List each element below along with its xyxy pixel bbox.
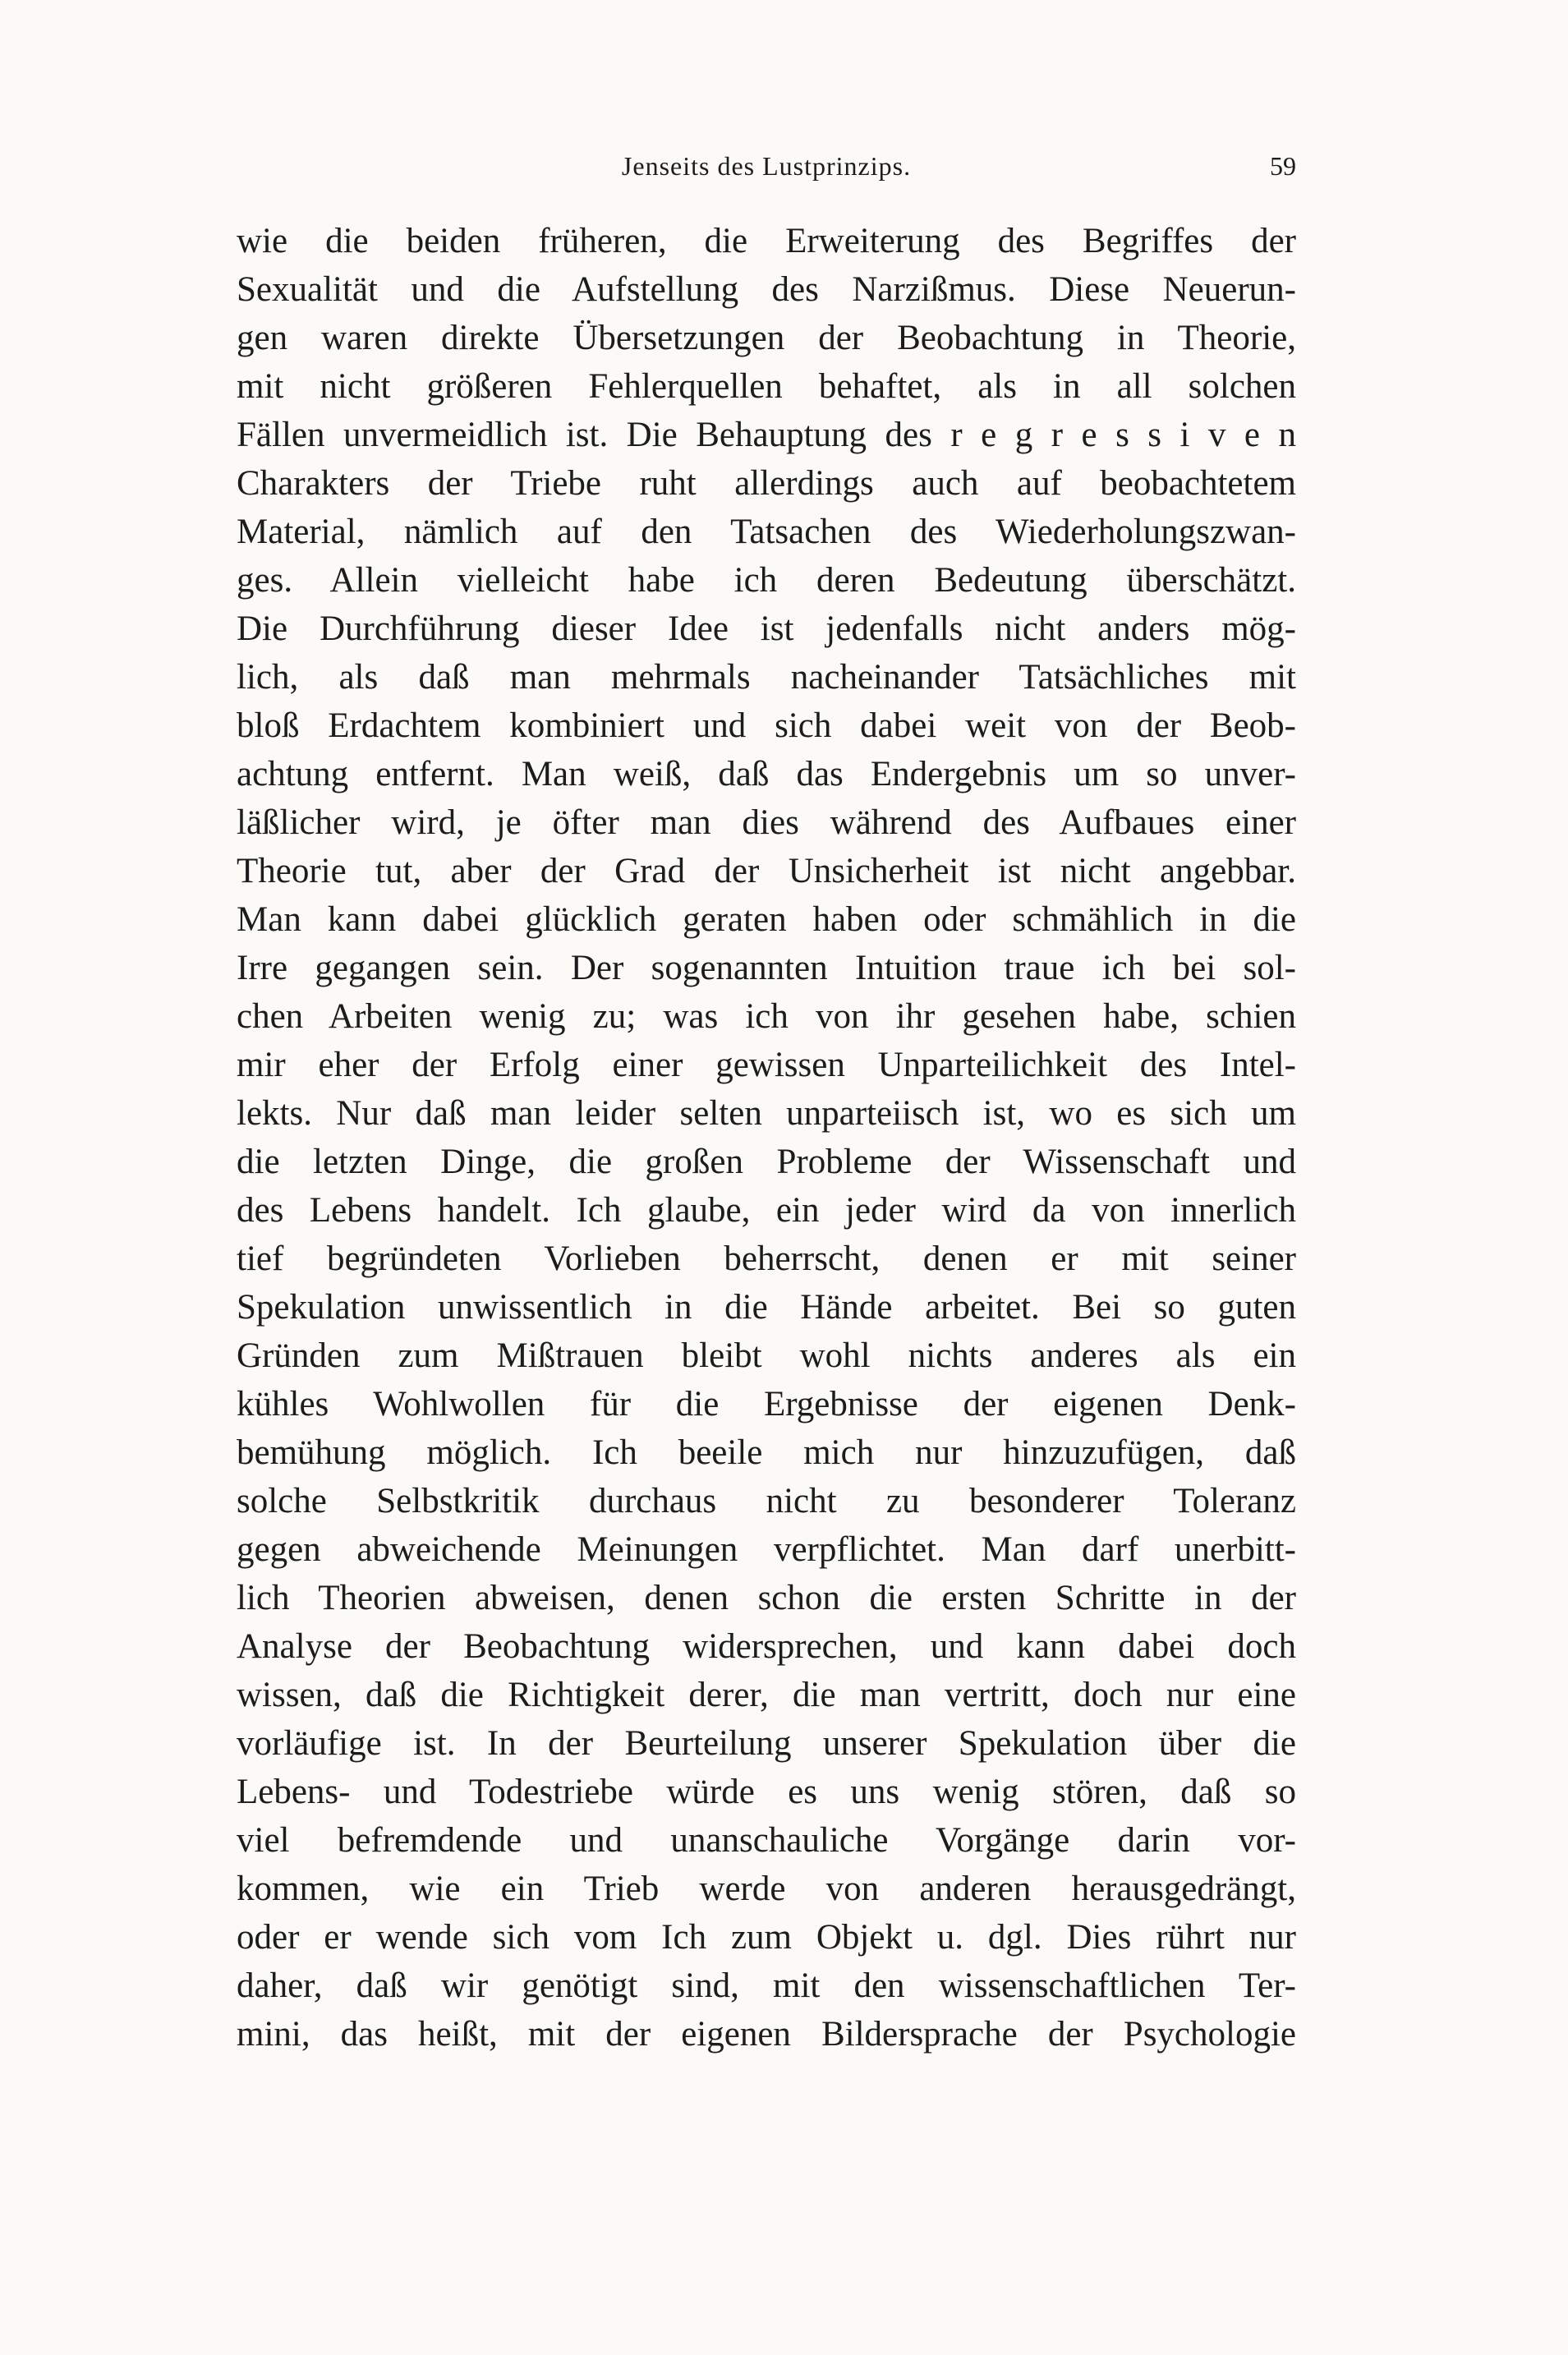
text-line: Gründen zum Mißtrauen bleibt wohl nichts anderes als ein [237,1336,1296,1375]
text-line: oder er wende sich vom Ich zum Objekt u. dgl. Dies rührt nur [237,1918,1296,1957]
running-title: Jenseits des Lustprinzips. [621,151,912,181]
page-number: 59 [1270,151,1296,181]
text-line: ges. Allein vielleicht habe ich deren Bedeutung überschätzt. [237,561,1296,600]
text-line: tief begründeten Vorlieben beherrscht, denen er mit seiner [237,1240,1296,1278]
text-line: bloß Erdachtem kombiniert und sich dabei weit von der Beob- [237,706,1296,745]
text-line: Sexualität und die Aufstellung des Narzißmus. Diese Neuerun- [237,270,1296,309]
text-line: Irre gegangen sein. Der sogenannten Intuition traue ich bei sol- [237,949,1296,987]
text-line: wissen, daß die Richtigkeit derer, die man vertritt, doch nur eine [237,1676,1296,1714]
text-line: chen Arbeiten wenig zu; was ich von ihr gesehen habe, schien [237,997,1296,1036]
text-line: läßlicher wird, je öfter man dies während des Aufbaues einer [237,803,1296,842]
text-line: viel befremdende und unanschauliche Vorgänge darin vor- [237,1821,1296,1860]
text-line: Lebens- und Todestriebe würde es uns wenig stören, daß so [237,1773,1296,1811]
text-line: lich Theorien abweisen, denen schon die ersten Schritte in der [237,1579,1296,1617]
body-text [237,217,1296,2058]
text-line: lich, als daß man mehrmals nacheinander Tatsächliches mit [237,658,1296,697]
text-line: Material, nämlich auf den Tatsachen des Wiederholungszwan- [237,513,1296,551]
text-line: gegen abweichende Meinungen verpflichtet. Man darf unerbitt- [237,1530,1296,1569]
text-line: Charakters der Triebe ruht allerdings auch auf beobachtetem [237,464,1296,503]
text-line: bemühung möglich. Ich beeile mich nur hinzuzufügen, daß [237,1433,1296,1472]
text-line: mit nicht größeren Fehlerquellen behaftet, als in all solchen [237,367,1296,406]
text-line: Spekulation unwissentlich in die Hände arbeitet. Bei so guten [237,1288,1296,1327]
text-line: kühles Wohlwollen für die Ergebnisse der eigenen Denk- [237,1385,1296,1424]
text-line: Analyse der Beobachtung widersprechen, und kann dabei doch [237,1627,1296,1666]
text-line: daher, daß wir genötigt sind, mit den wissenschaftlichen Ter- [237,1966,1296,2005]
text-line: lekts. Nur daß man leider selten unparteiisch ist, wo es sich um [237,1094,1296,1133]
text-line: vorläufige ist. In der Beurteilung unserer Spekulation über die [237,1724,1296,1763]
text-line: Fällen unvermeidlich ist. Die Behauptung des r e g r e s s i v e n [237,416,1296,454]
running-head [237,151,1296,191]
text-line: Die Durchführung dieser Idee ist jedenfalls nicht anders mög- [237,609,1296,648]
text-line: Theorie tut, aber der Grad der Unsicherheit ist nicht angebbar. [237,852,1296,890]
text-line: die letzten Dinge, die großen Probleme der Wissenschaft und [237,1143,1296,1181]
text-line: mini, das heißt, mit der eigenen Bildersprache der Psychologie [237,2015,1296,2054]
text-line: Man kann dabei glücklich geraten haben oder schmählich in die [237,900,1296,939]
text-line: solche Selbstkritik durchaus nicht zu besonderer Toleranz [237,1482,1296,1520]
text-line: gen waren direkte Übersetzungen der Beobachtung in Theorie, [237,319,1296,357]
text-line: achtung entfernt. Man weiß, daß das Endergebnis um so unver- [237,755,1296,793]
text-line: des Lebens handelt. Ich glaube, ein jeder wird da von innerlich [237,1191,1296,1230]
text-line: mir eher der Erfolg einer gewissen Unparteilichkeit des Intel- [237,1046,1296,1084]
text-line: kommen, wie ein Trieb werde von anderen herausgedrängt, [237,1870,1296,1908]
text-line: wie die beiden früheren, die Erweiterung des Begriffes der [237,222,1296,260]
